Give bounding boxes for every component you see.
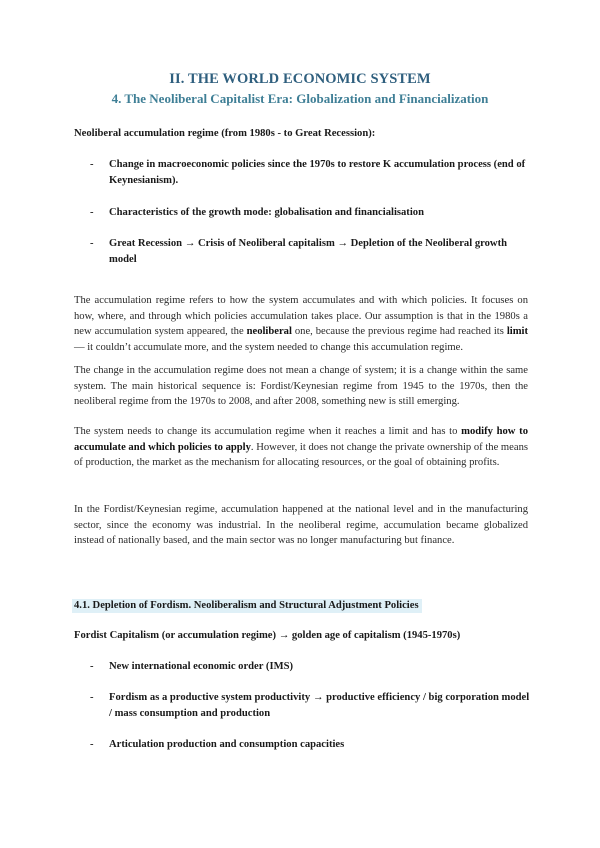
section-bullet-1 xyxy=(90,659,530,675)
bullet-text: Change in macroeconomic policies since the 1970s to restore K accumulation process (end of Keynesianism). xyxy=(109,159,526,186)
paragraph-change-regime: The change in the accumulation regime does not mean a change of system; it is a change within the same system. The main historical sequence is: Fordist/Keynesian regime from 1945 to the 1970s, then the neoliberal regime from the 1970s to 2008, and after 2008, something new is still emerging. xyxy=(74,365,528,408)
bullet-dash: - xyxy=(90,661,94,672)
text-run: one, because the previous regime had reached its xyxy=(291,326,507,338)
intro-bullet-3 xyxy=(90,236,530,268)
paragraph-accumulation-regime xyxy=(74,293,528,355)
text-run: — it couldn’t accumulate more, and the system needed to change this accumulation regime. xyxy=(74,341,463,353)
section-heading-4-1: 4.1. Depletion of Fordism. Neoliberalism and Structural Adjustment Policies xyxy=(72,599,422,613)
bullet-dash: - xyxy=(90,207,94,218)
text-run: The accumulation regime refers to how the system accumulates and with which policies. It focuses on how, where, and through which policies accumulation takes place. Our assumption is that in the 1980s a new accumulation system appeared, the xyxy=(74,295,528,338)
page-subtitle: 4. The Neoliberal Capitalist Era: Globalization and Financialization xyxy=(111,91,489,106)
page-title: II. THE WORLD ECONOMIC SYSTEM xyxy=(169,71,431,87)
bold-text-neoliberal: neoliberal xyxy=(246,326,292,338)
section-bullet-2 xyxy=(90,690,530,722)
bullet-text: Great Recession → Crisis of Neoliberal capitalism → Depletion of the Neoliberal growth model xyxy=(109,238,507,265)
bullet-text: Fordism as a productive system productivity → productive efficiency / big corporation model / mass consumption and production xyxy=(109,692,530,719)
bullet-dash: - xyxy=(90,692,94,703)
bold-text-limit: limit xyxy=(506,326,528,338)
bold-text-modify: modify how to accumulate and which policies to apply xyxy=(74,426,528,453)
bullet-text: Characteristics of the growth mode: globalisation and financialisation xyxy=(109,207,424,218)
bullet-dash: - xyxy=(90,739,94,750)
bullet-dash: - xyxy=(90,238,94,249)
section-subheading: Fordist Capitalism (or accumulation regime) → golden age of capitalism (1945-1970s) xyxy=(74,630,461,641)
bullet-text: Articulation production and consumption capacities xyxy=(109,739,345,750)
intro-bullet-2 xyxy=(90,205,530,221)
text-run: . However, it does not change the private ownership of the means of production, the market as the mechanism for allocating resources, or the goal of obtaining profits. xyxy=(74,441,528,469)
paragraph-fordist-neoliberal: In the Fordist/Keynesian regime, accumulation happened at the national level and in the manufacturing sector, since the economy was industrial. In the neoliberal regime, accumulation became globalized instead of nationally based, and the main sector was no longer manufacturing but finance. xyxy=(74,504,528,547)
paragraph-system-change xyxy=(74,424,528,471)
text-run: The system needs to change its accumulation regime when it reaches a limit and has to xyxy=(74,426,462,437)
bullet-dash: - xyxy=(90,159,94,170)
section-bullet-3 xyxy=(90,737,530,753)
intro-heading: Neoliberal accumulation regime (from 1980s - to Great Recession): xyxy=(74,128,376,139)
intro-bullet-1 xyxy=(90,157,530,189)
bullet-text: New international economic order (IMS) xyxy=(109,661,293,672)
